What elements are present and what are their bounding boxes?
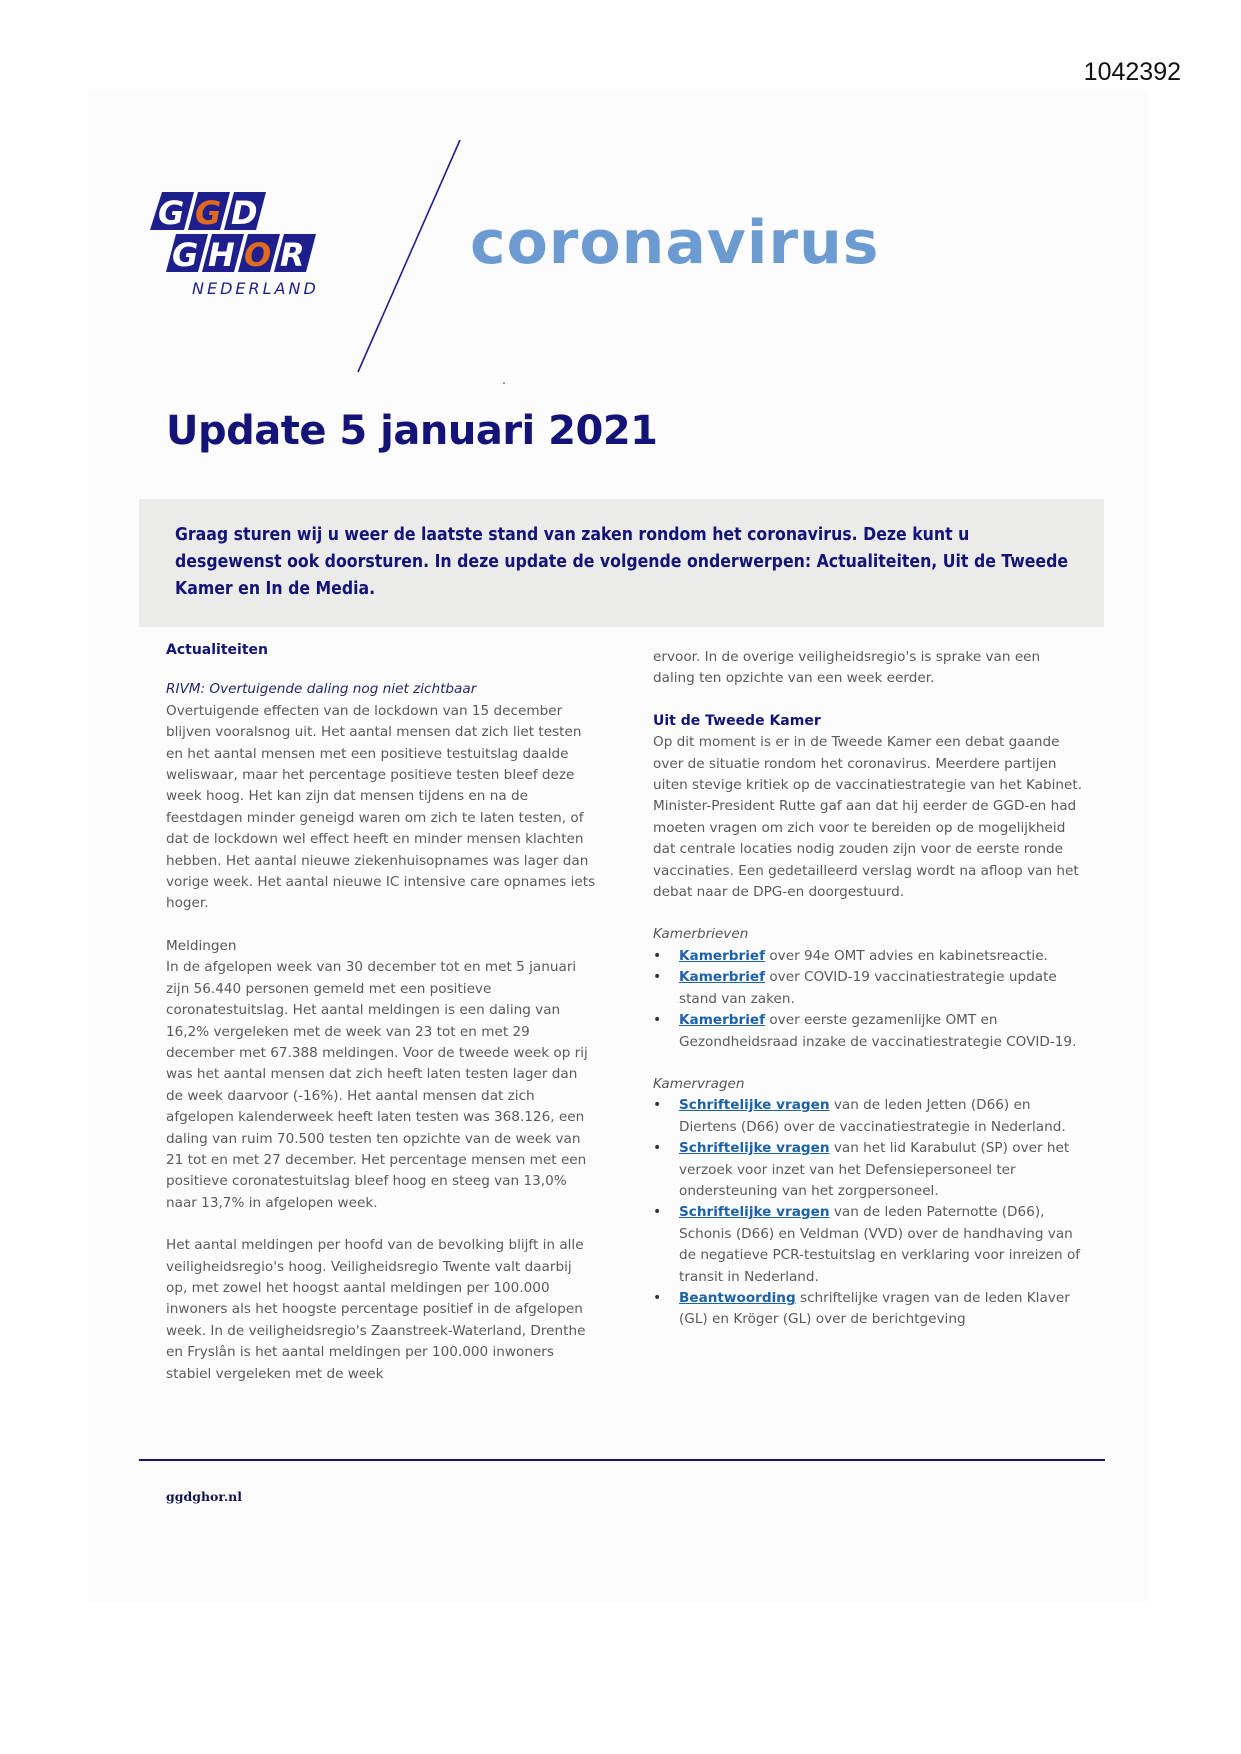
tweede-kamer-body: Op dit moment is er in de Tweede Kamer een debat gaande over de situatie rondom het coronavirus. Meerdere partijen uiten stevige kritiek op de vaccinatiestrategie van het Kabinet. Minister-President Rutte gaf aan dat hij eerder de GGD-en had moeten vragen om zich voor te bereiden op de mogelijkheid dat centrale locaties nodig zouden zijn voor de eerste ronde vaccinaties. Een gedetailleerd verslag wordt na afloop van het debat naar de DPG-en doorgestuurd.	[653, 734, 1083, 901]
page-title: Update 5 januari 2021	[166, 408, 658, 454]
ggd-ghor-logo	[148, 190, 338, 300]
svg-text:R: R	[280, 236, 305, 274]
rivm-heading: RIVM: Overtuigende daling nog niet zichtbaar	[166, 681, 477, 698]
decorative-dot	[503, 382, 505, 384]
section-title-tweede-kamer: Uit de Tweede Kamer	[653, 712, 821, 729]
meldingen-heading: Meldingen	[166, 937, 237, 954]
svg-text:G: G	[195, 194, 222, 232]
kamervragen-list	[653, 1095, 1083, 1330]
meldingen-body-2: Het aantal meldingen per hoofd van de bevolking blijft in alle veiligheidsregio's hoog. Veiligheidsregio Twente valt daarbij op, met zowel het hoogst aantal meldingen per 100.000 inwoners als het hoogste percentage positief in de afgelopen week. In de veiligheidsregio's Zaanstreek-Waterland, Drenthe en Fryslân is het aantal meldingen per 100.000 inwoners stabiel vergeleken met de week	[166, 1237, 586, 1382]
svg-text:G: G	[172, 236, 199, 274]
kamerbrieven-heading: Kamerbrieven	[653, 926, 749, 943]
kamerbrief-link[interactable]: Kamerbrief	[679, 1012, 766, 1029]
list-item	[653, 967, 1083, 1010]
list-item	[653, 946, 1083, 967]
intro-text: Graag sturen wij u weer de laatste stand van zaken rondom het coronavirus. Deze kunt u desgewenst ook doorsturen. In deze update de volgende onderwerpen: Actualiteiten, Uit de Tweede Kamer en In de Media.	[175, 525, 1069, 599]
list-item-text: over eerste gezamenlijke OMT en Gezondheidsraad inzake de vaccinatiestrategie COVID-19.	[679, 1012, 1077, 1050]
kamerbrieven-list	[653, 946, 1083, 1053]
svg-text:G: G	[158, 194, 185, 232]
list-item-text: van de leden Paternotte (D66), Schonis (D66) en Veldman (VVD) over de handhaving van de negatieve PCR-testuitslag en verklaring voor inreizen of transit in Nederland.	[679, 1204, 1081, 1285]
list-item-text: van het lid Karabulut (SP) over het verzoek voor inzet van het Defensiepersoneel ter ondersteuning van het zorgpersoneel.	[679, 1140, 1070, 1199]
kamerbrief-link[interactable]: Kamerbrief	[679, 969, 766, 986]
right-column	[653, 647, 1083, 1331]
left-column	[166, 640, 596, 1385]
section-title-actualiteiten: Actualiteiten	[166, 642, 268, 658]
beantwoording-link[interactable]: Beantwoording	[679, 1289, 796, 1306]
svg-text:D: D	[231, 194, 258, 232]
continuation-text: ervoor. In de overige veiligheidsregio's is sprake van een daling ten opzichte van een week eerder.	[653, 649, 1041, 687]
list-item-text: van de leden Jetten (D66) en Diertens (D66) over de vaccinatiestrategie in Nederland.	[679, 1097, 1066, 1135]
rivm-body: Overtuigende effecten van de lockdown van 15 december blijven vooralsnog uit. Het aantal mensen dat zich liet testen en het aantal mensen met een positieve testuitslag daalde weliswaar, maar het percentage positieve testen bleef deze week hoog. Het kan zijn dat mensen tijdens en na de feestdagen minder geneigd waren om zich te laten testen, of dat de lockdown wel effect heeft en minder mensen klachten hebben. Het aantal nieuwe ziekenhuisopnames was lager dan vorige week. Het aantal nieuwe IC intensive care opnames iets hoger.	[166, 702, 596, 912]
list-item	[653, 1288, 1083, 1331]
list-item-text: schriftelijke vragen van de leden Klaver (GL) en Kröger (GL) over de berichtgeving	[679, 1289, 1070, 1328]
list-item	[653, 1202, 1083, 1288]
kamerbrief-link[interactable]: Kamerbrief	[679, 947, 766, 964]
list-item-text: over 94e OMT advies en kabinetsreactie.	[765, 947, 1048, 964]
svg-text:O: O	[244, 236, 272, 274]
topic-heading: coronavirus	[470, 208, 880, 278]
intro-box	[139, 499, 1104, 627]
footer-divider	[139, 1459, 1105, 1461]
list-item	[653, 1095, 1083, 1138]
schriftelijke-vragen-link[interactable]: Schriftelijke vragen	[679, 1204, 830, 1221]
list-item-text: over COVID-19 vaccinatiestrategie update stand van zaken.	[679, 969, 1057, 1007]
kamervragen-heading: Kamervragen	[653, 1075, 745, 1092]
schriftelijke-vragen-link[interactable]: Schriftelijke vragen	[679, 1097, 830, 1114]
svg-text:NEDERLAND: NEDERLAND	[192, 279, 319, 298]
svg-text:H: H	[208, 236, 235, 274]
list-item	[653, 1138, 1083, 1202]
header-slash-divider	[355, 140, 465, 375]
meldingen-body: In de afgelopen week van 30 december tot en met 5 januari zijn 56.440 personen gemeld met een positieve coronatestuitslag. Het aantal meldingen is een daling van 16,2% vergeleken met de week van 23 tot en met 29 december met 67.388 meldingen. Voor de tweede week op rij was het aantal mensen dat zich heeft laten testen lager dan de week daarvoor (-16%). Het aantal mensen dat zich afgelopen kalenderweek heeft laten testen was 368.126, een daling van ruim 70.500 testen ten opzichte van de week van 21 tot en met 27 december. Het percentage mensen met een positieve coronatestuitslag bleef hoog en steeg van 13,0% naar 13,7% in afgelopen week.	[166, 959, 588, 1211]
footer-website-link[interactable]: ggdghor.nl	[166, 1489, 243, 1504]
schriftelijke-vragen-link[interactable]: Schriftelijke vragen	[679, 1140, 830, 1157]
document-id: 1042392	[1083, 58, 1181, 86]
list-item	[653, 1010, 1083, 1053]
